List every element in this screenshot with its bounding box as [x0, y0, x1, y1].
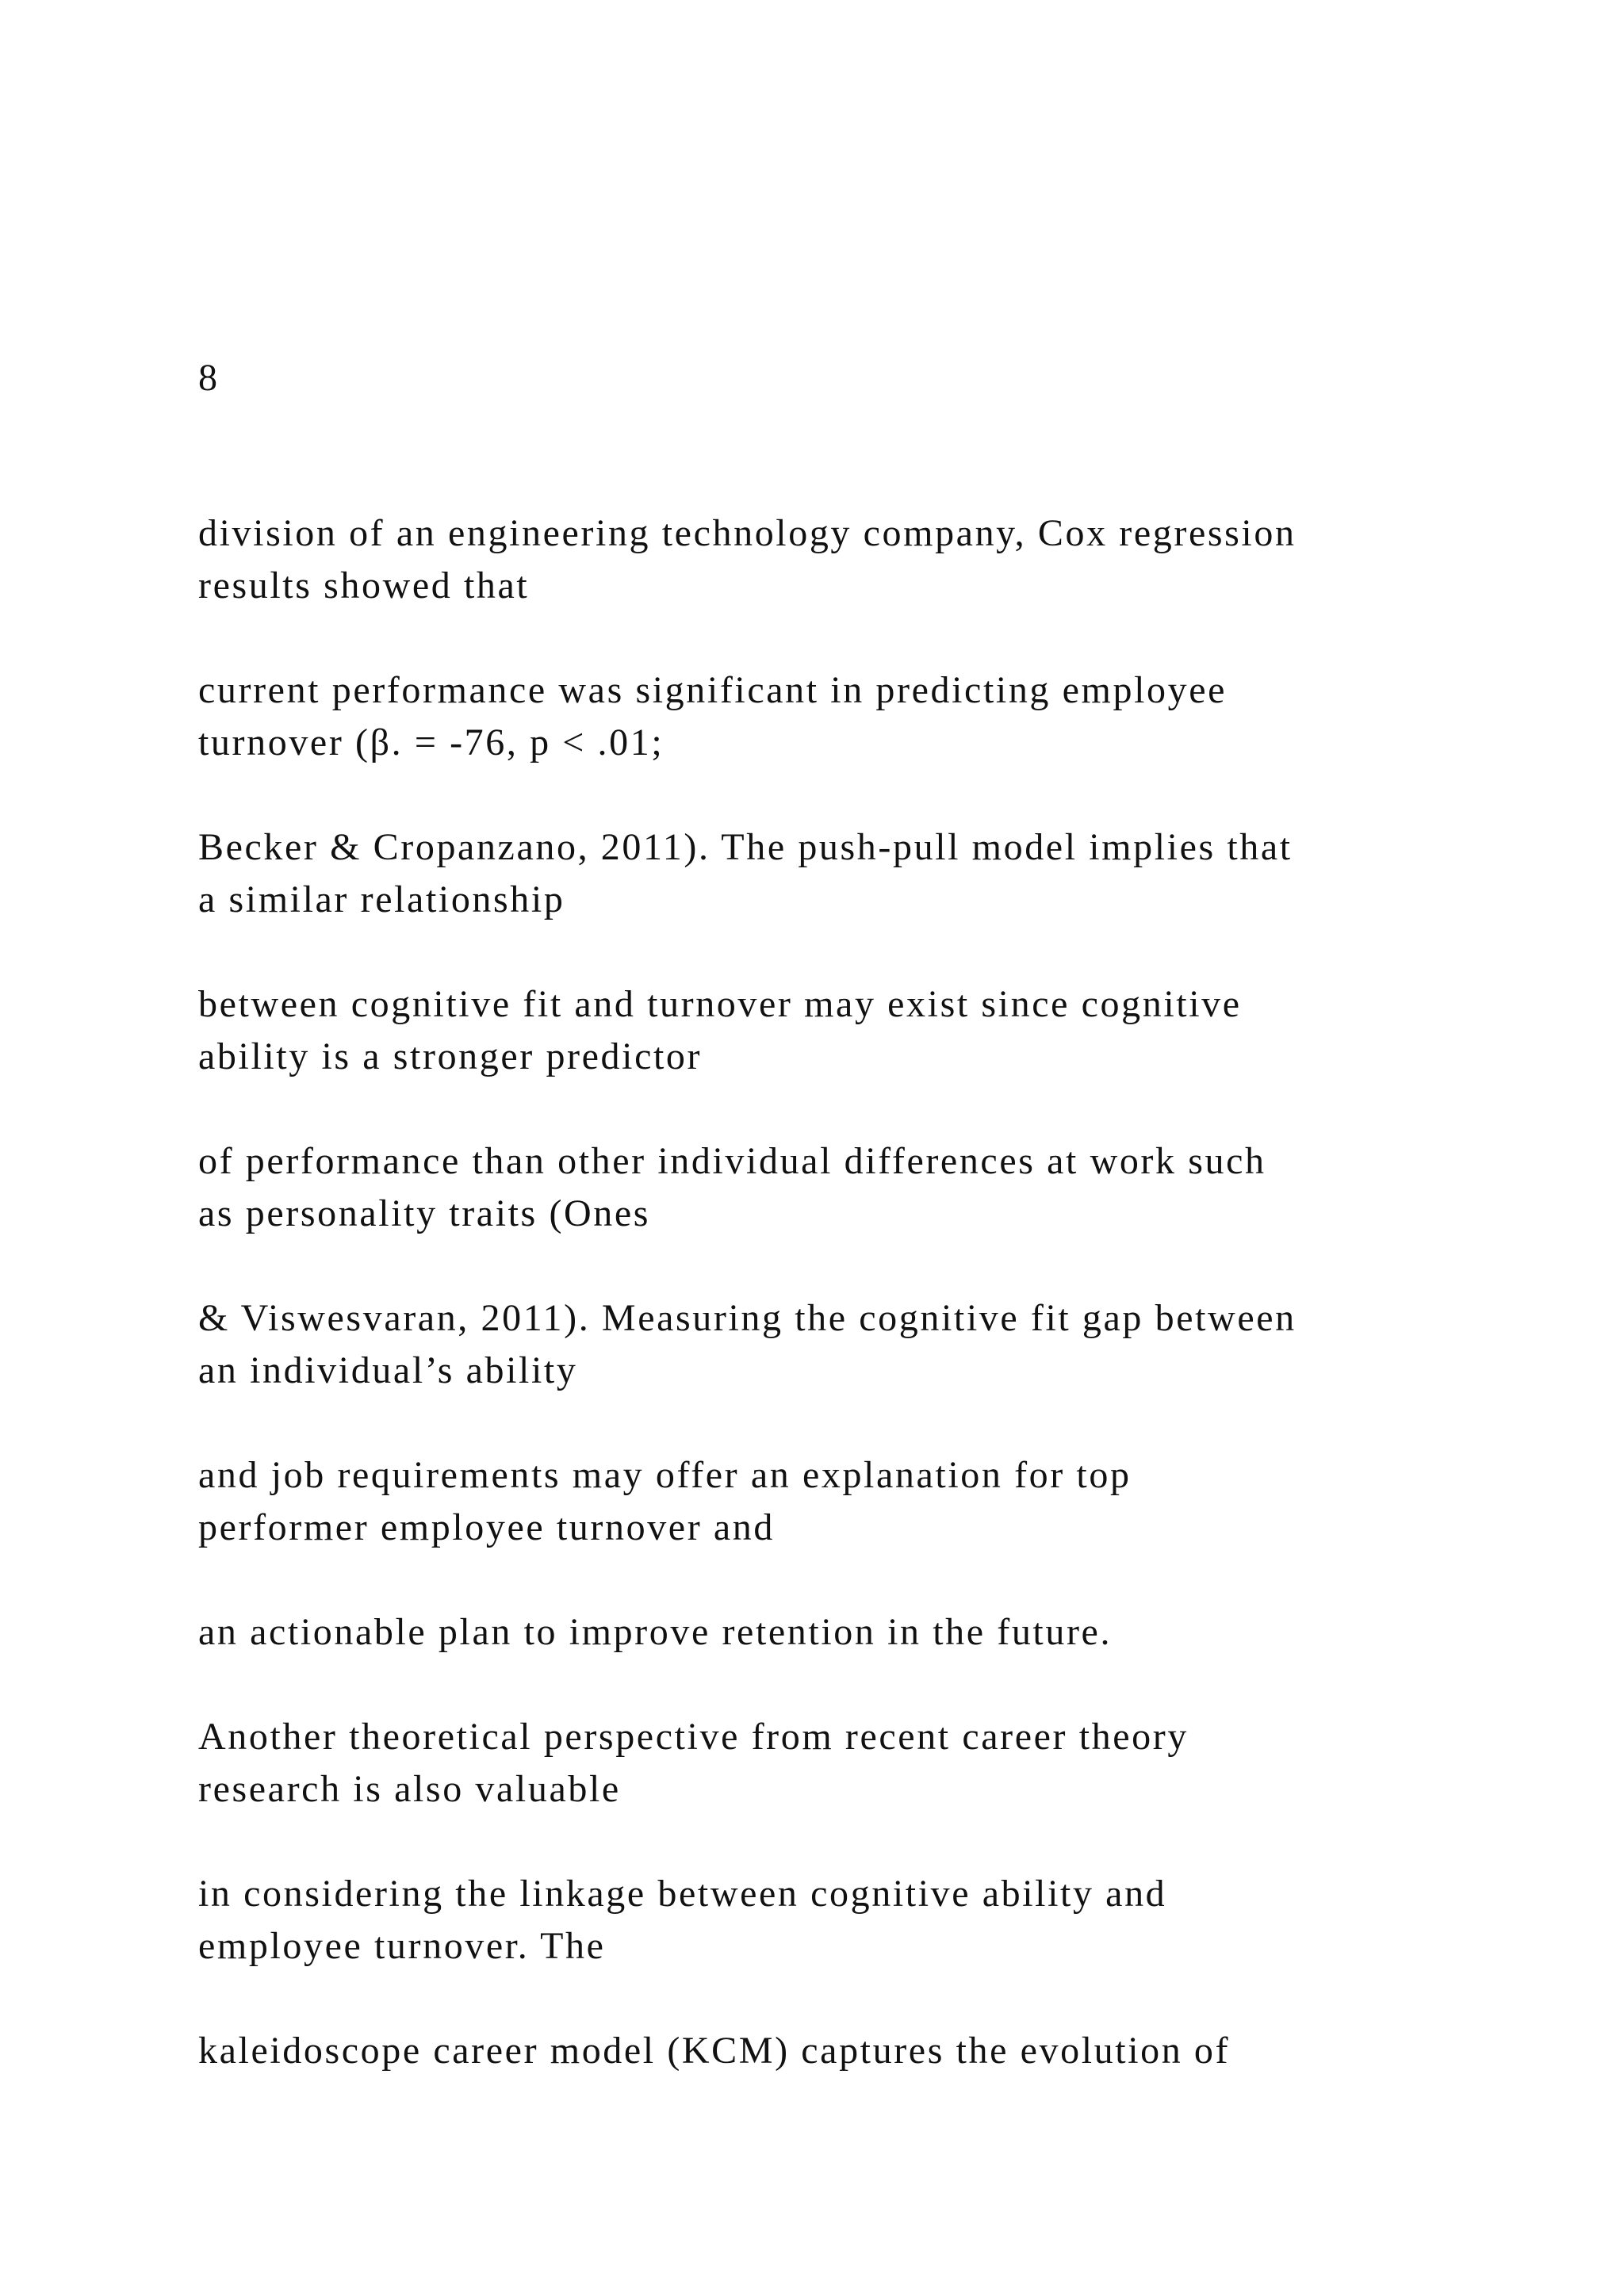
- text-line: kaleidoscope career model (KCM) captures the evolution of: [198, 2030, 1231, 2072]
- page-number: 8: [198, 357, 218, 399]
- paragraph: [198, 507, 1467, 612]
- body-text: [198, 507, 1467, 2130]
- paragraph: [198, 821, 1467, 926]
- text-line: turnover (β. = -76, p < .01;: [198, 721, 665, 763]
- text-line: employee turnover. The: [198, 1925, 606, 1967]
- text-line: and job requirements may offer an explanation for top: [198, 1454, 1132, 1496]
- text-line: performer employee turnover and: [198, 1506, 775, 1548]
- paragraph: [198, 978, 1467, 1083]
- text-line: research is also valuable: [198, 1768, 621, 1810]
- paragraph: [198, 1868, 1467, 1973]
- text-line: ability is a stronger predictor: [198, 1035, 703, 1077]
- text-line: Becker & Cropanzano, 2011). The push-pull model implies that: [198, 826, 1293, 868]
- paragraph: [198, 1135, 1467, 1240]
- text-line: Another theoretical perspective from recent career theory: [198, 1716, 1189, 1758]
- paragraph: [198, 1449, 1467, 1554]
- paragraph: [198, 664, 1467, 769]
- paragraph: [198, 1606, 1467, 1659]
- text-line: in considering the linkage between cognitive ability and: [198, 1873, 1167, 1915]
- text-line: as personality traits (Ones: [198, 1192, 651, 1234]
- text-line: current performance was significant in predicting employee: [198, 669, 1228, 711]
- text-line: a similar relationship: [198, 878, 565, 920]
- paragraph: [198, 2025, 1467, 2077]
- paragraph: [198, 1711, 1467, 1816]
- text-line: of performance than other individual differences at work such: [198, 1140, 1266, 1182]
- paragraph: [198, 1292, 1467, 1397]
- text-line: & Viswesvaran, 2011). Measuring the cognitive fit gap between: [198, 1297, 1297, 1339]
- text-line: between cognitive fit and turnover may exist since cognitive: [198, 983, 1242, 1025]
- text-line: division of an engineering technology company, Cox regression: [198, 512, 1297, 554]
- text-line: an individual’s ability: [198, 1349, 578, 1391]
- text-line: an actionable plan to improve retention in the future.: [198, 1611, 1113, 1653]
- text-line: results showed that: [198, 564, 530, 607]
